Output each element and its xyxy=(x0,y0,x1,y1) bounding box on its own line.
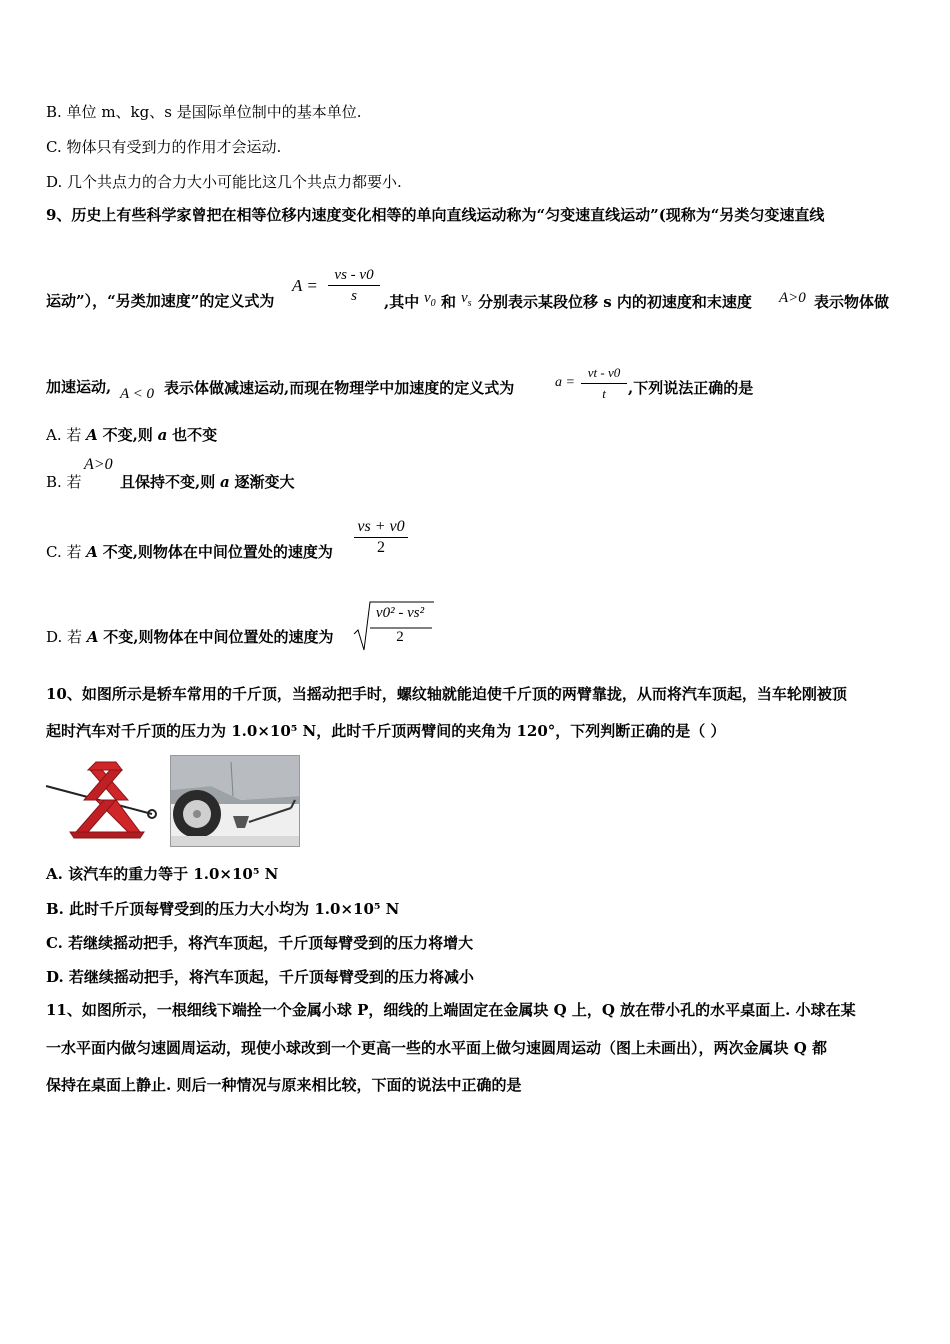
q9-option-c-prefix: C. 若 xyxy=(46,543,82,561)
q9-line-2-tail: 表示物体做 xyxy=(814,293,890,311)
q11-line-3: 保持在桌面上静止. 则后一种情况与原来相比较，下面的说法中正确的是 xyxy=(46,1076,522,1094)
q8-option-d: D. 几个共点力的合力大小可能比这几个共点力都要小. xyxy=(46,173,402,191)
q9-option-b-var-a: a xyxy=(220,473,230,491)
q10-line-2: 起时汽车对千斤顶的压力为 1.0×10⁵ N，此时千斤顶两臂间的夹角为 120°，下列判断正确的是（ ） xyxy=(46,722,726,740)
q9-line-2-prefix: 运动”），“另类加速度”的定义式为 xyxy=(46,292,275,310)
q9-option-b-prefix: B. 若 xyxy=(46,473,82,491)
q9-var-vs: $v_s$ xyxy=(461,290,472,309)
q9-option-b-cond: A>0 xyxy=(84,456,113,473)
q9-option-b-end: 逐渐变大 xyxy=(234,473,295,491)
q9-option-b-rest xyxy=(120,471,295,492)
q9-cond-positive: A>0 xyxy=(779,290,806,306)
q9-line-2-post: 分别表示某段位移 s 内的初速度和末速度 xyxy=(478,293,752,311)
q9-line-3-post: ,下列说法正确的是 xyxy=(628,379,754,397)
q9-formula-A-numerator: vs - v0 xyxy=(334,267,374,283)
q9-option-a-prefix: A. 若 xyxy=(46,426,82,444)
q11-line-1: 11、如图所示，一根细线下端拴一个金属小球 P，细线的上端固定在金属块 Q 上，Q 放在带小孔的水平桌面上. 小球在某 xyxy=(46,1001,856,1019)
q9-formula-A-fraction xyxy=(328,266,380,305)
q9-formula-A-denominator: s xyxy=(351,288,357,304)
q9-option-a xyxy=(46,424,217,445)
q11-line-2: 一水平面内做匀速圆周运动，现使小球改到一个更高一些的水平面上做匀速圆周运动（图上未画出），两次金属块 Q 都 xyxy=(46,1039,828,1057)
q9-formula-a-lhs: a = xyxy=(555,375,575,390)
q9-line-3-mid: 表示体做减速运动,而现在物理学中加速度的定义式为 xyxy=(164,379,515,397)
q9-option-d xyxy=(46,626,333,647)
q9-option-d-mid: 不变,则物体在中间位置处的速度为 xyxy=(103,628,334,646)
q10-option-a: A. 该汽车的重力等于 1.0×10⁵ N xyxy=(46,865,279,883)
q9-var-v0: $v_0$ xyxy=(424,290,436,309)
q9-line-3-prefix: 加速运动, xyxy=(46,378,112,396)
q9-cond-negative: A < 0 xyxy=(120,386,155,402)
q8-option-c: C. 物体只有受到力的作用才会运动. xyxy=(46,138,282,156)
q9-option-b-mid: 且保持不变,则 xyxy=(120,473,216,491)
q9-line-1: 9、历史上有些科学家曾把在相等位移内速度变化相等的单向直线运动称为“匀变速直线运动”(现称为“另类匀变速直线 xyxy=(46,206,825,224)
q8-option-b: B. 单位 m、kg、s 是国际单位制中的基本单位. xyxy=(46,103,362,121)
car-jack-image xyxy=(44,756,159,841)
q9-option-d-var-A: A xyxy=(86,628,99,646)
q9-option-c-fraction xyxy=(354,518,408,557)
q9-option-a-end: 也不变 xyxy=(172,426,218,444)
q9-option-d-denominator: 2 xyxy=(396,629,404,645)
q9-option-a-var-a: a xyxy=(157,426,168,444)
q9-formula-a-denominator: t xyxy=(602,386,606,401)
q9-option-c-numerator: vs + v0 xyxy=(357,518,405,535)
q9-option-a-mid: 不变,则 xyxy=(102,426,153,444)
q10-option-c: C. 若继续摇动把手，将汽车顶起，千斤顶每臂受到的压力将增大 xyxy=(46,934,474,952)
q9-formula-A-lhs: A = xyxy=(292,276,318,295)
q10-option-b: B. 此时千斤顶每臂受到的压力大小均为 1.0×10⁵ N xyxy=(46,900,400,918)
q9-formula-a-numerator: vt - v0 xyxy=(587,365,621,380)
q9-line-2-mid1: ,其中 xyxy=(384,293,420,311)
q9-option-d-prefix: D. 若 xyxy=(46,628,83,646)
q9-option-c-var-A: A xyxy=(86,543,98,561)
q9-option-c-mid: 不变,则物体在中间位置处的速度为 xyxy=(102,543,333,561)
q9-option-d-numerator: v0² - vs² xyxy=(375,605,425,621)
q9-formula-a-fraction xyxy=(581,364,627,403)
q9-option-c xyxy=(46,541,333,562)
q9-option-c-denominator: 2 xyxy=(377,539,385,556)
q9-option-d-fraction xyxy=(368,604,432,646)
q10-line-1: 10、如图所示是轿车常用的千斤顶，当摇动把手时，螺纹轴就能迫使千斤顶的两臂靠拢，从而将汽车顶起，当车轮刚被顶 xyxy=(46,685,847,703)
q9-option-a-var-A: A xyxy=(86,426,98,444)
car-lift-photo xyxy=(170,755,300,847)
q10-option-d: D. 若继续摇动把手，将汽车顶起，千斤顶每臂受到的压力将减小 xyxy=(46,968,474,986)
q9-line-2-mid2: 和 xyxy=(441,293,457,311)
